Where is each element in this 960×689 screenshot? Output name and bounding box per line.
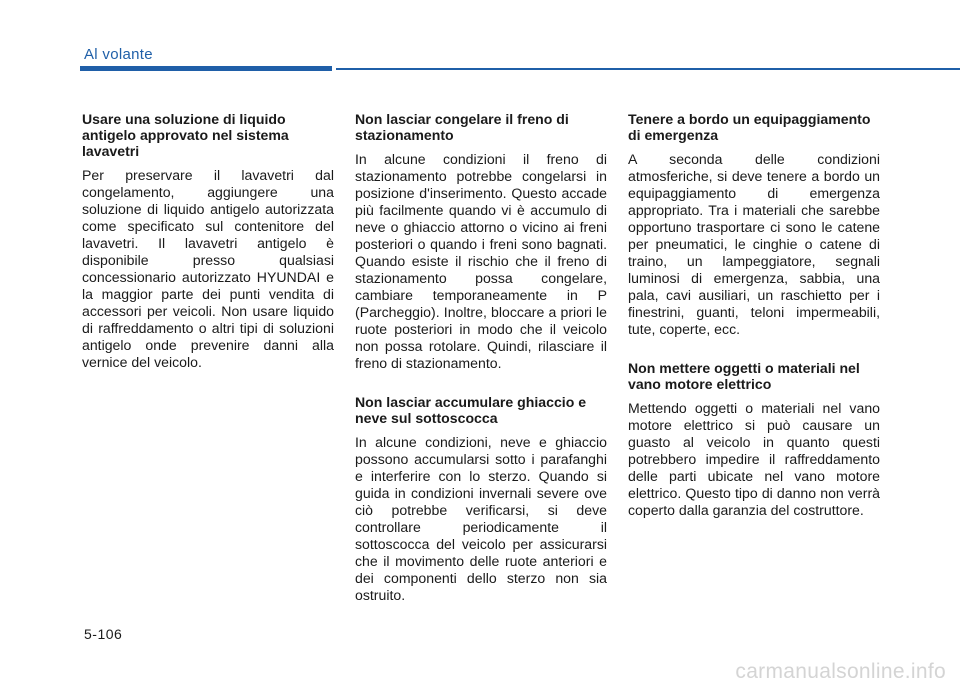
section-body: Per preservare il lavavetri dal congelamento, aggiungere una soluzione di liquido antigelo autorizzata come specificato sul contenitore del lavavetri. Il lavavetri antigelo è disponibile presso qualsiasi concessionario autorizzato HYUNDAI e la maggior parte dei punti vendita di accessori per veicoli. Non usare liquido di raffreddamento o altri tipi di soluzioni antigelo onde prevenire danni alla vernice del veicolo.: [82, 167, 334, 370]
section-antifreeze-washer: [82, 111, 334, 371]
header-rule-thick: [80, 66, 332, 71]
section-motor-compartment: [628, 360, 880, 519]
section-heading: Non mettere oggetti o materiali nel vano motore elettrico: [628, 360, 860, 392]
column-2: [355, 111, 607, 626]
section-body: In alcune condizioni, neve e ghiaccio possono accumularsi sotto i parafanghi e interferire con lo sterzo. Quando si guida in condizioni invernali severe ove ciò potrebbe verificarsi, si deve controllare periodicamente il sottoscocca del veicolo per assicurarsi che il movimento delle ruote anteriori e dei componenti dello sterzo non sia ostruito.: [355, 434, 607, 603]
section-heading: Usare una soluzione di liquido antigelo approvato nel sistema lavavetri: [82, 111, 289, 159]
section-heading: Non lasciar congelare il freno di stazionamento: [355, 111, 569, 143]
section-body: A seconda delle condizioni atmosferiche, si deve tenere a bordo un equipaggiamento di emergenza appropriato. Tra i materiali che sarebbe opportuno trasportare ci sono le catene per pneumatici, le cinghie o catene di traino, un lampeggiatore, segnali luminosi di emergenza, sabbia, una pala, cavi ausiliari, un raschietto per i finestrini, guanti, teloni impermeabili, tute, coperte, ecc.: [628, 151, 880, 337]
column-1: [82, 111, 334, 393]
watermark-text: carmanualsonline.info: [735, 660, 946, 683]
section-title: Al volante: [84, 46, 153, 63]
page-number: 5-106: [84, 626, 123, 642]
section-heading: Tenere a bordo un equipaggiamento di emergenza: [628, 111, 871, 143]
section-heading: Non lasciar accumulare ghiaccio e neve sul sottoscocca: [355, 394, 587, 426]
section-emergency-equipment: [628, 111, 880, 338]
section-body: Mettendo oggetti o materiali nel vano motore elettrico si può causare un guasto al veicolo in quanto questi potrebbero impedire il raffreddamento delle parti ubicate nel vano motore elettrico. Questo tipo di danno non verrà coperto dalla garanzia del costruttore.: [628, 400, 880, 518]
section-parking-brake: [355, 111, 607, 372]
column-3: [628, 111, 880, 541]
section-undercarriage-ice: [355, 394, 607, 604]
header-rule-thin: [336, 68, 960, 70]
section-body: In alcune condizioni il freno di stazionamento potrebbe congelarsi in posizione d'inserimento. Questo accade più facilmente quando vi è accumulo di neve o ghiaccio attorno o vicino ai freni posteriori o quando i freni sono bagnati. Quando esiste il rischio che il freno di stazionamento possa congelare, cambiare temporaneamente in P (Parcheggio). Inoltre, bloccare a priori le ruote posteriori in modo che il veicolo non possa rotolare. Quindi, rilasciare il freno di stazionamento.: [355, 151, 607, 371]
